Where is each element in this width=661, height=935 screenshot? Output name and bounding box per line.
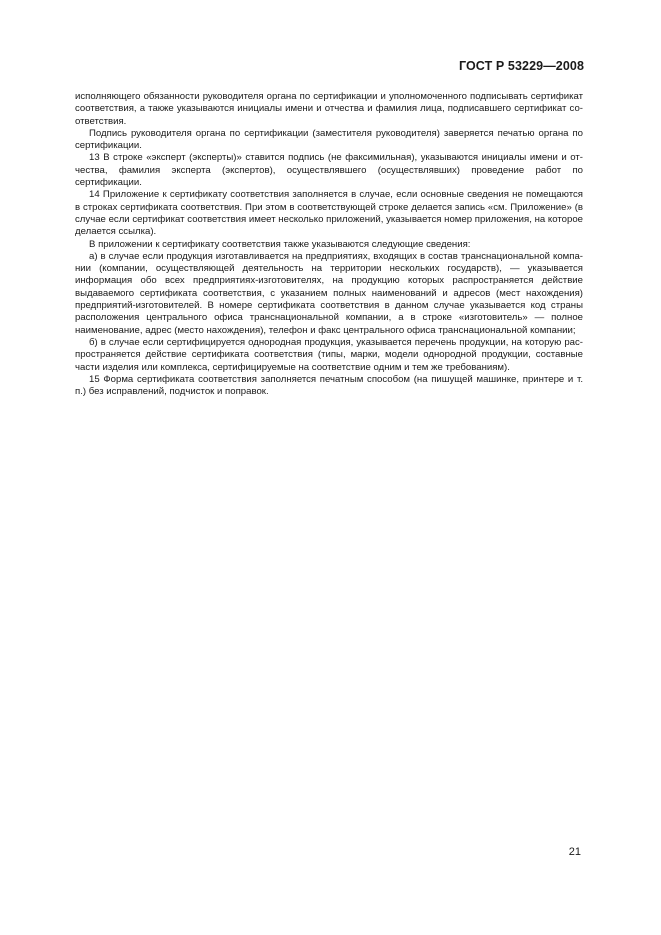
paragraph-15-form: 15 Форма сертификата соответствия заполняется печатным способом (на пишущей машинке, принтере и т. п.) без исправлений, подчисток и поправок. — [75, 373, 583, 398]
document-body — [75, 91, 583, 398]
paragraph-continuation: исполняющего обязанности руководителя органа по сертификации и уполномоченного подписывать сертификат соответствия, а также указываются инициалы имени и отчества и фамилия лица, подписавшего сертификат соответствия. — [75, 91, 583, 127]
page-number: 21 — [568, 846, 581, 858]
list-item-a: а) в случае если продукция изготавливается на предприятиях, входящих в состав транснациональной компании (компании, осуществляющей деятельность на территории нескольких государств), — указывается информация обо всех предприятиях-изготовителях, на продукцию которых распространяется действие выдаваемого сертификата соответствия, с указанием полных наименований и адресов (мест нахождения) предприятий-изготовителей. В номере сертификата соответствия в данном случае указывается код страны расположения центрального офиса транснациональной компании, а в строке «изготовитель» — полное наименование, адрес (место нахождения), телефон и факс центрального офиса транснациональной компании; — [75, 250, 583, 336]
paragraph-14-appendix: 14 Приложение к сертификату соответствия заполняется в случае, если основные сведения не помещаются в строках сертификата соответствия. При этом в соответствующей строке делается запись «см. Приложение» (в случае если сертификат соответствия имеет несколько приложений, указывается номер приложения, на которое делается ссылка). — [75, 189, 583, 238]
paragraph-appendix-info: В приложении к сертификату соответствия также указываются следующие сведения: — [89, 238, 471, 250]
standard-designation: ГОСТ Р 53229—2008 — [458, 59, 584, 73]
list-item-b: б) в случае если сертифицируется однородная продукция, указывается перечень продукции, на которую распространяется действие сертификата соответствия (типы, марки, модели однородной продукции, составные части изделия или комплекса, сертифицируемые на соответствие одним и тем же требованиям). — [75, 336, 583, 373]
paragraph-13-expert: 13 В строке «эксперт (эксперты)» ставится подпись (не факсимильная), указываются инициалы имени и отчества, фамилия эксперта (экспертов), осуществлявшего (осуществлявших) проведение работ по сертификации. — [75, 152, 583, 189]
paragraph-signature-seal: Подпись руководителя органа по сертификации (заместителя руководителя) заверяется печатью органа по сертификации. — [75, 127, 583, 152]
